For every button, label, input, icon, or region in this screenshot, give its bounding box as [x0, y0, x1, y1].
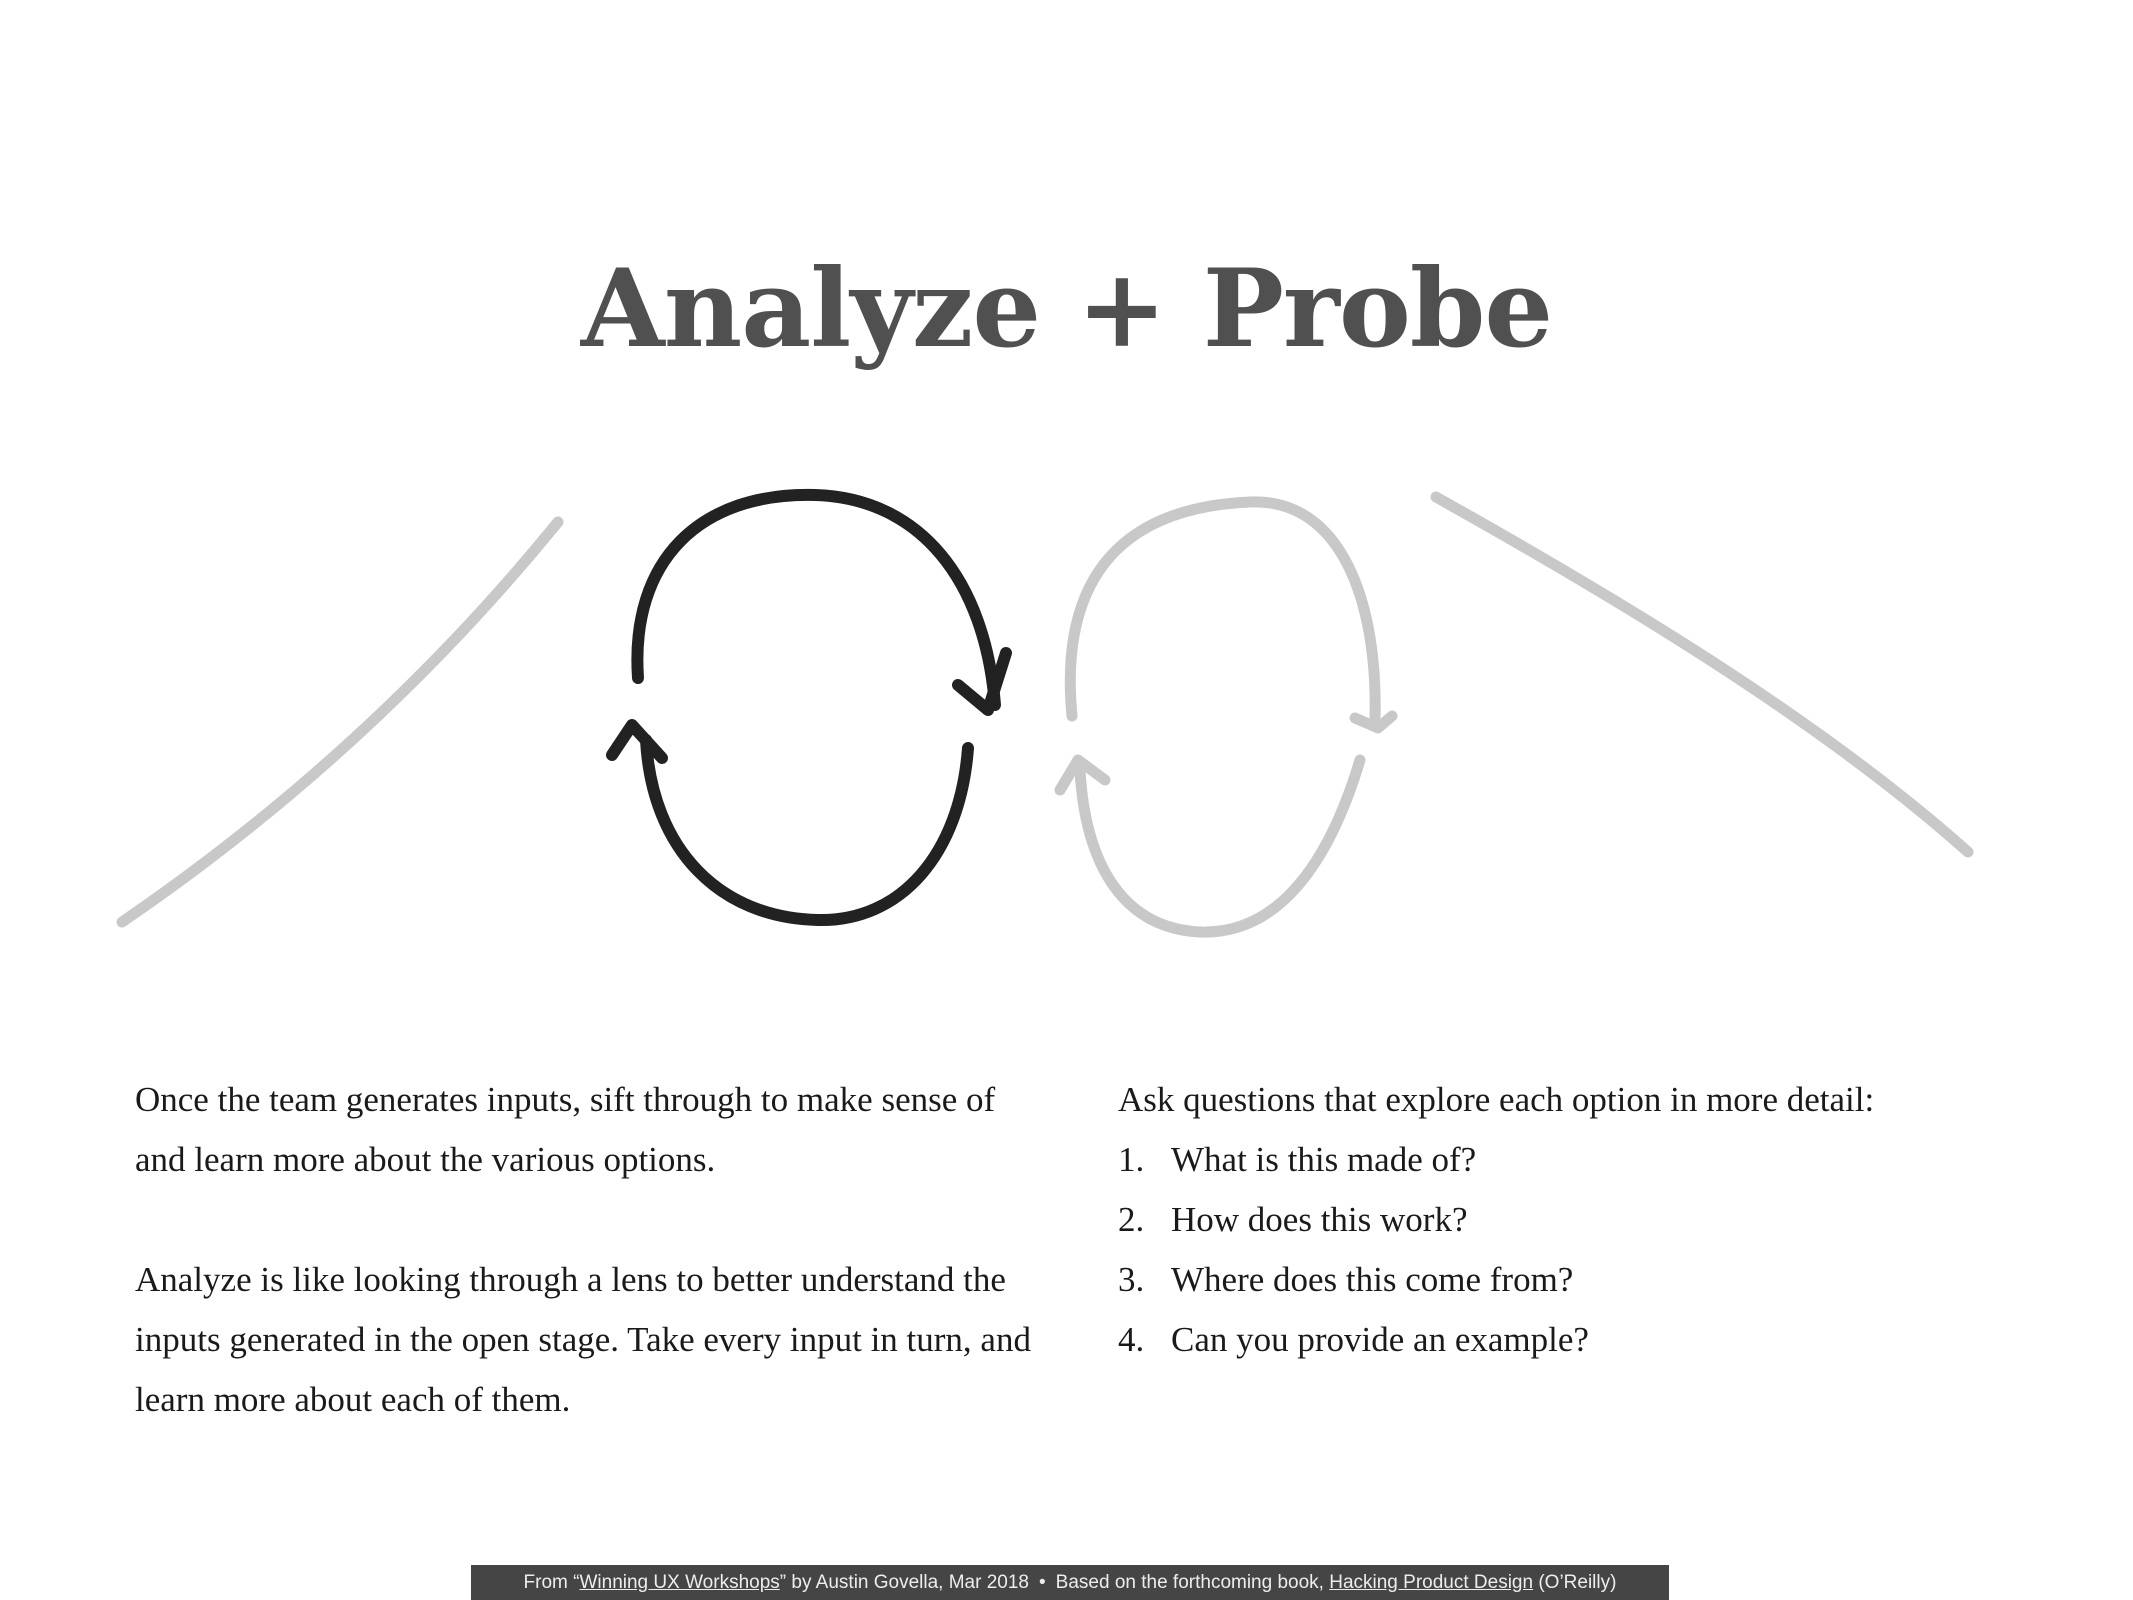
- right-column: [1118, 1070, 2018, 1370]
- list-text: How does this work?: [1171, 1200, 1468, 1239]
- active-cycle-arrowhead-left: [612, 725, 662, 758]
- questions-list: [1118, 1130, 2018, 1370]
- converge-line: [1436, 497, 1968, 852]
- footer-publisher: (O’Reilly): [1533, 1572, 1617, 1593]
- book-link[interactable]: Hacking Product Design: [1329, 1572, 1534, 1593]
- list-item: [1118, 1250, 2018, 1310]
- diverge-line: [122, 522, 558, 922]
- list-item: [1118, 1310, 2018, 1370]
- left-column: [135, 1070, 1035, 1490]
- analyze-cycle-diagram: [0, 460, 2133, 980]
- list-item: [1118, 1130, 2018, 1190]
- inactive-cycle-top-arc: [1070, 502, 1375, 718]
- inactive-cycle-bottom-arc: [1080, 760, 1360, 932]
- page-title: Analyze + Probe: [580, 246, 1553, 372]
- list-number: 1.: [1118, 1140, 1145, 1179]
- footer-attribution: [471, 1565, 1669, 1600]
- footer-from: From “: [523, 1572, 580, 1593]
- list-text: Where does this come from?: [1171, 1260, 1574, 1299]
- paragraph: Analyze is like looking through a lens to better understand the inputs generated in the open stage. Take every input in turn, and learn more about each of them.: [135, 1260, 1031, 1419]
- workshop-link[interactable]: Winning UX Workshops: [579, 1572, 780, 1593]
- list-text: What is this made of?: [1171, 1140, 1477, 1179]
- footer-based-on: Based on the forthcoming book,: [1055, 1572, 1330, 1593]
- list-number: 4.: [1118, 1320, 1145, 1359]
- paragraph: Once the team generates inputs, sift through to make sense of and learn more about the various options.: [135, 1080, 996, 1179]
- active-cycle-top-arc: [637, 495, 995, 705]
- questions-intro: Ask questions that explore each option in more detail:: [1118, 1080, 1875, 1119]
- footer-separator: •: [1039, 1572, 1046, 1593]
- list-number: 2.: [1118, 1200, 1145, 1239]
- list-number: 3.: [1118, 1260, 1145, 1299]
- list-text: Can you provide an example?: [1171, 1320, 1589, 1359]
- list-item: [1118, 1190, 2018, 1250]
- active-cycle-bottom-arc: [646, 740, 968, 920]
- footer-byline: ” by Austin Govella, Mar 2018: [779, 1572, 1030, 1593]
